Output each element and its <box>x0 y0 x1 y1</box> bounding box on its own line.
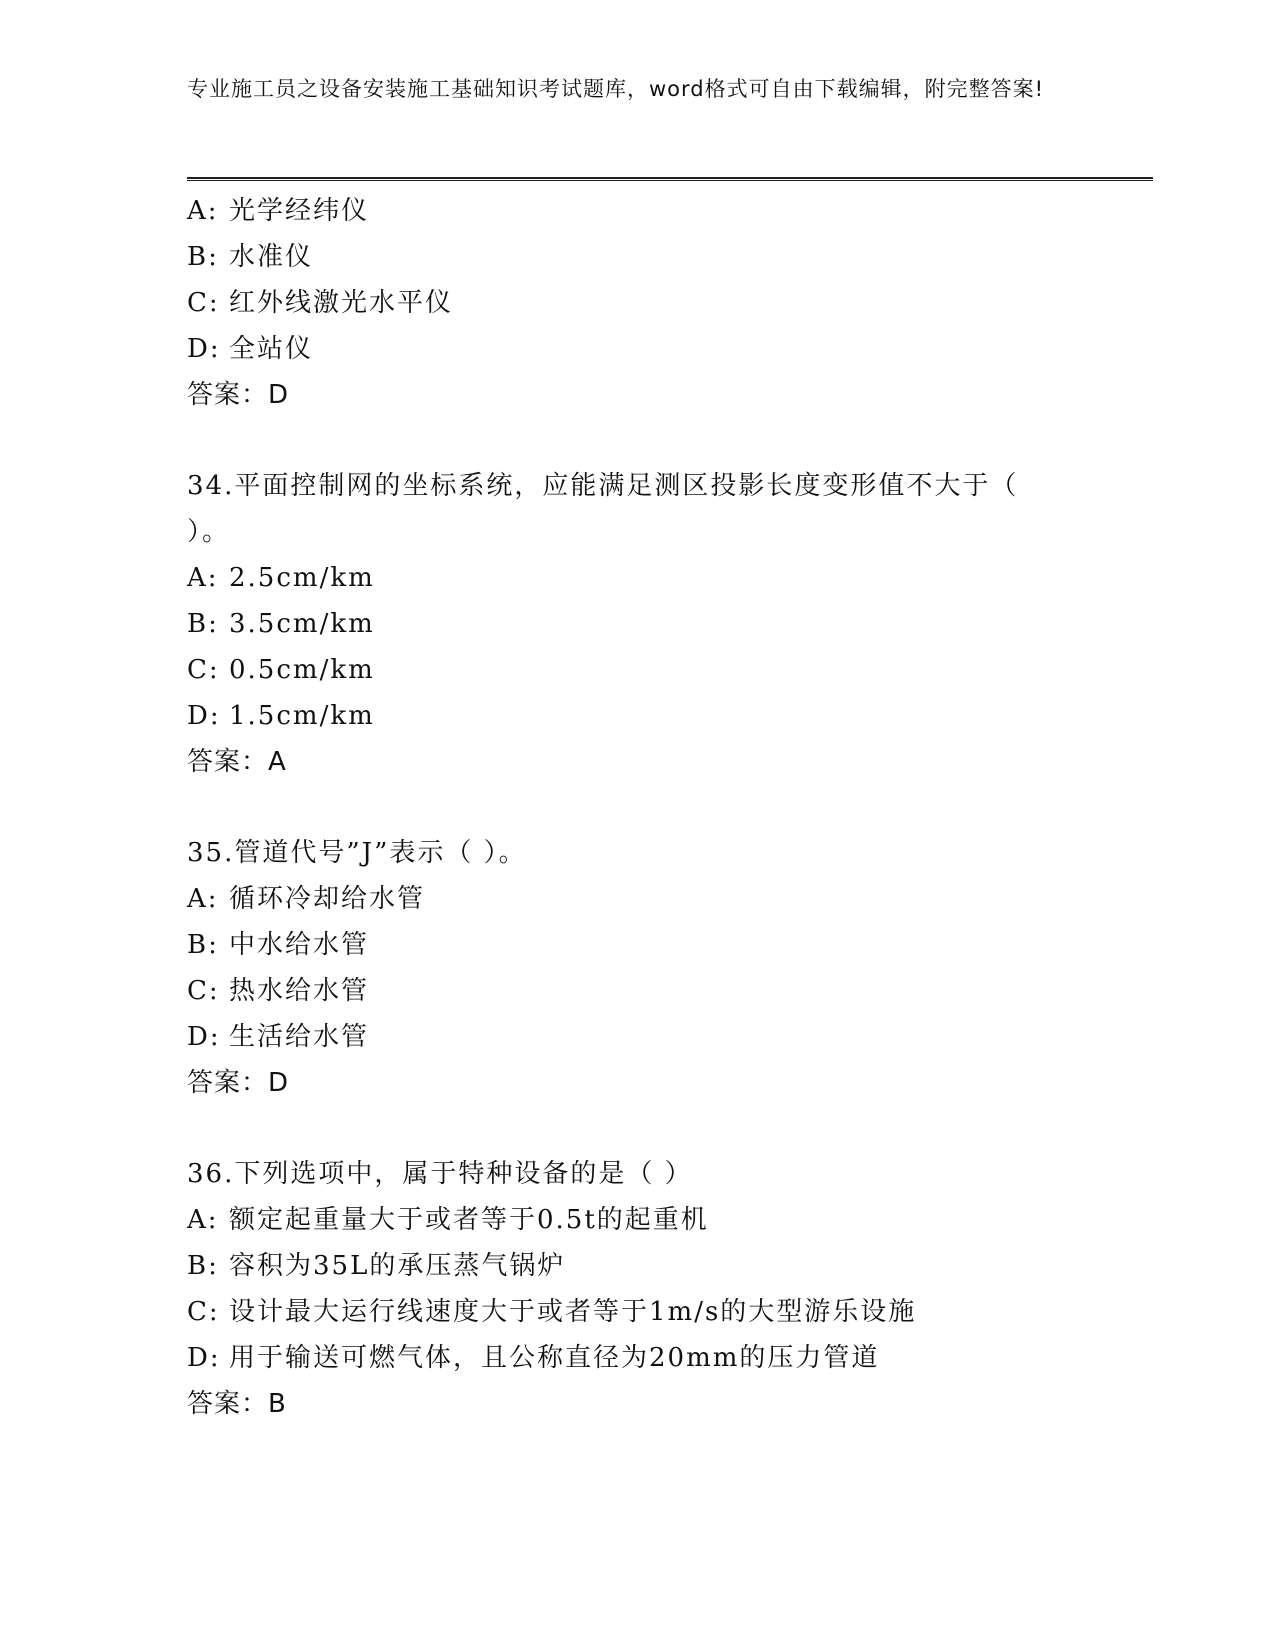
option-text: 全站仪 <box>229 334 314 364</box>
option-letter: D: <box>187 334 221 364</box>
option-letter: A: <box>187 1205 219 1235</box>
header-divider <box>187 177 1153 181</box>
option-letter: D: <box>187 701 221 731</box>
option-letter: D: <box>187 1343 221 1373</box>
option-text: 热水给水管 <box>229 976 370 1006</box>
option-text: 1.5cm/km <box>229 701 375 731</box>
option-a <box>187 555 1087 601</box>
option-letter: C: <box>187 655 220 685</box>
option-letter: B: <box>187 1251 219 1281</box>
option-text: 循环冷却给水管 <box>229 884 426 914</box>
option-text: 水准仪 <box>229 242 314 272</box>
answer-line: 答案：D <box>187 380 290 410</box>
option-text: 3.5cm/km <box>229 609 375 639</box>
option-text: 容积为35L的承压蒸气锅炉 <box>229 1251 566 1281</box>
option-letter: A: <box>187 563 219 593</box>
question-block-36 <box>187 1151 1087 1427</box>
option-letter: B: <box>187 609 219 639</box>
option-text: 用于输送可燃气体，且公称直径为20mm的压力管道 <box>229 1343 880 1373</box>
option-letter: B: <box>187 930 219 960</box>
option-a <box>187 188 1087 234</box>
option-text: 生活给水管 <box>229 1022 370 1052</box>
option-d <box>187 1335 1087 1381</box>
option-b <box>187 922 1087 968</box>
option-b <box>187 234 1087 280</box>
option-text: 0.5cm/km <box>229 655 375 685</box>
option-a <box>187 1197 1087 1243</box>
answer-line: 答案：B <box>187 1389 287 1419</box>
option-d <box>187 326 1087 372</box>
answer-line: 答案：D <box>187 1068 290 1098</box>
option-letter: C: <box>187 288 220 318</box>
option-a <box>187 876 1087 922</box>
option-text: 中水给水管 <box>229 930 370 960</box>
option-letter: D: <box>187 1022 221 1052</box>
option-c <box>187 280 1087 326</box>
option-c <box>187 1289 1087 1335</box>
option-letter: A: <box>187 196 219 226</box>
option-text: 红外线激光水平仪 <box>229 288 454 318</box>
option-letter: A: <box>187 884 219 914</box>
question-block-34 <box>187 463 1087 785</box>
option-text: 2.5cm/km <box>229 563 375 593</box>
option-text: 光学经纬仪 <box>229 196 370 226</box>
question-block-33 <box>187 188 1087 418</box>
option-d <box>187 693 1087 739</box>
option-b <box>187 601 1087 647</box>
option-b <box>187 1243 1087 1289</box>
question-text: 34.平面控制网的坐标系统，应能满足测区投影长度变形值不大于（ ）。 <box>187 471 1019 547</box>
option-d <box>187 1014 1087 1060</box>
question-text: 36.下列选项中，属于特种设备的是（ ） <box>187 1159 693 1189</box>
question-list <box>187 188 1087 1427</box>
option-c <box>187 968 1087 1014</box>
option-text: 设计最大运行线速度大于或者等于1m/s的大型游乐设施 <box>229 1297 917 1327</box>
option-text: 额定起重量大于或者等于0.5t的起重机 <box>229 1205 709 1235</box>
option-c <box>187 647 1087 693</box>
answer-line: 答案：A <box>187 747 287 777</box>
question-text: 35.管道代号”J”表示（ ）。 <box>187 838 527 868</box>
option-letter: C: <box>187 1297 220 1327</box>
question-block-35 <box>187 830 1087 1106</box>
option-letter: C: <box>187 976 220 1006</box>
option-letter: B: <box>187 242 219 272</box>
document-header: 专业施工员之设备安装施工基础知识考试题库，word格式可自由下载编辑，附完整答案! <box>187 77 1045 101</box>
